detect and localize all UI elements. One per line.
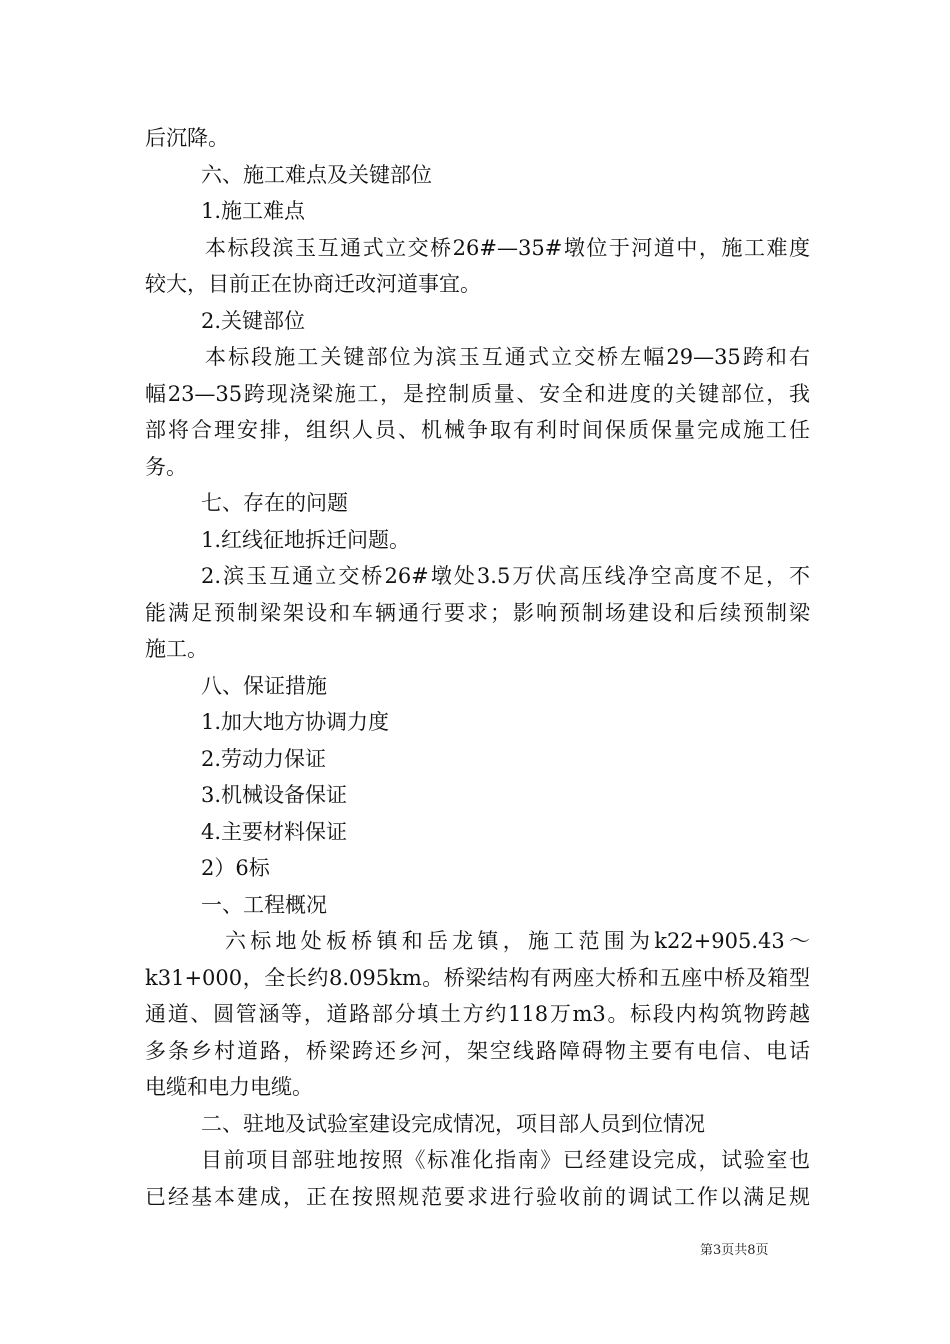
section-heading-8: 八、保证措施 (201, 673, 327, 698)
paragraph-line: 六标地处板桥镇和岳龙镇，施工范围为k22+905.43～ (225, 929, 810, 953)
list-item: 3.机械设备保证 (201, 783, 348, 807)
paragraph-line: 本标段施工关键部位为滨玉互通式立交桥左幅29—35跨和右 (205, 345, 810, 369)
paragraph-line: 电缆和电力电缆。 (145, 1075, 313, 1099)
paragraph-line: 能满足预制梁架设和车辆通行要求；影响预制场建设和后续预制梁 (145, 600, 810, 625)
list-item: 2.劳动力保证 (201, 746, 327, 771)
subheading-difficulty: 1.施工难点 (201, 199, 306, 223)
page-number: 第3页共8页 (700, 1243, 769, 1258)
paragraph-line: 目前项目部驻地按照《标准化指南》已经建设完成，试验室也 (201, 1148, 810, 1172)
list-item: 1.加大地方协调力度 (201, 710, 390, 734)
list-item: 2.滨玉互通立交桥26#墩处3.5万伏高压线净空高度不足，不 (201, 564, 810, 588)
list-item: 4.主要材料保证 (201, 819, 348, 844)
paragraph-line: 部将合理安排，组织人员、机械争取有利时间保质保量完成施工任 (145, 418, 810, 442)
list-item: 1.红线征地拆迁问题。 (201, 527, 411, 552)
paragraph-line: 多条乡村道路，桥梁跨还乡河，架空线路障碍物主要有电信、电话 (145, 1038, 810, 1063)
document-body (145, 120, 810, 1215)
subsection-heading-6: 2）6标 (201, 856, 270, 880)
paragraph-line: 本标段滨玉互通式立交桥26#—35#墩位于河道中，施工难度 (205, 235, 810, 260)
subheading-key-parts: 2.关键部位 (201, 308, 306, 333)
section-heading-1: 一、工程概况 (201, 892, 327, 917)
section-heading-6: 六、施工难点及关键部位 (201, 162, 432, 187)
paragraph-line: 已经基本建成，正在按照规范要求进行验收前的调试工作以满足规 (145, 1184, 810, 1209)
paragraph-line: 后沉降。 (145, 126, 229, 150)
section-heading-7: 七、存在的问题 (201, 491, 348, 515)
paragraph-line: 务。 (145, 454, 187, 479)
paragraph-line: 通道、圆管涵等，道路部分填土方约118万m3。标段内构筑物跨越 (145, 1002, 810, 1026)
paragraph-line: 施工。 (145, 637, 208, 661)
section-heading-2: 二、驻地及试验室建设完成情况，项目部人员到位情况 (201, 1111, 705, 1136)
paragraph-line: 较大，目前正在协商迁改河道事宜。 (145, 272, 481, 296)
paragraph-line: 幅23—35跨现浇梁施工，是控制质量、安全和进度的关键部位，我 (145, 381, 810, 406)
paragraph-line: k31+000，全长约8.095km。桥梁结构有两座大桥和五座中桥及箱型 (145, 965, 810, 990)
